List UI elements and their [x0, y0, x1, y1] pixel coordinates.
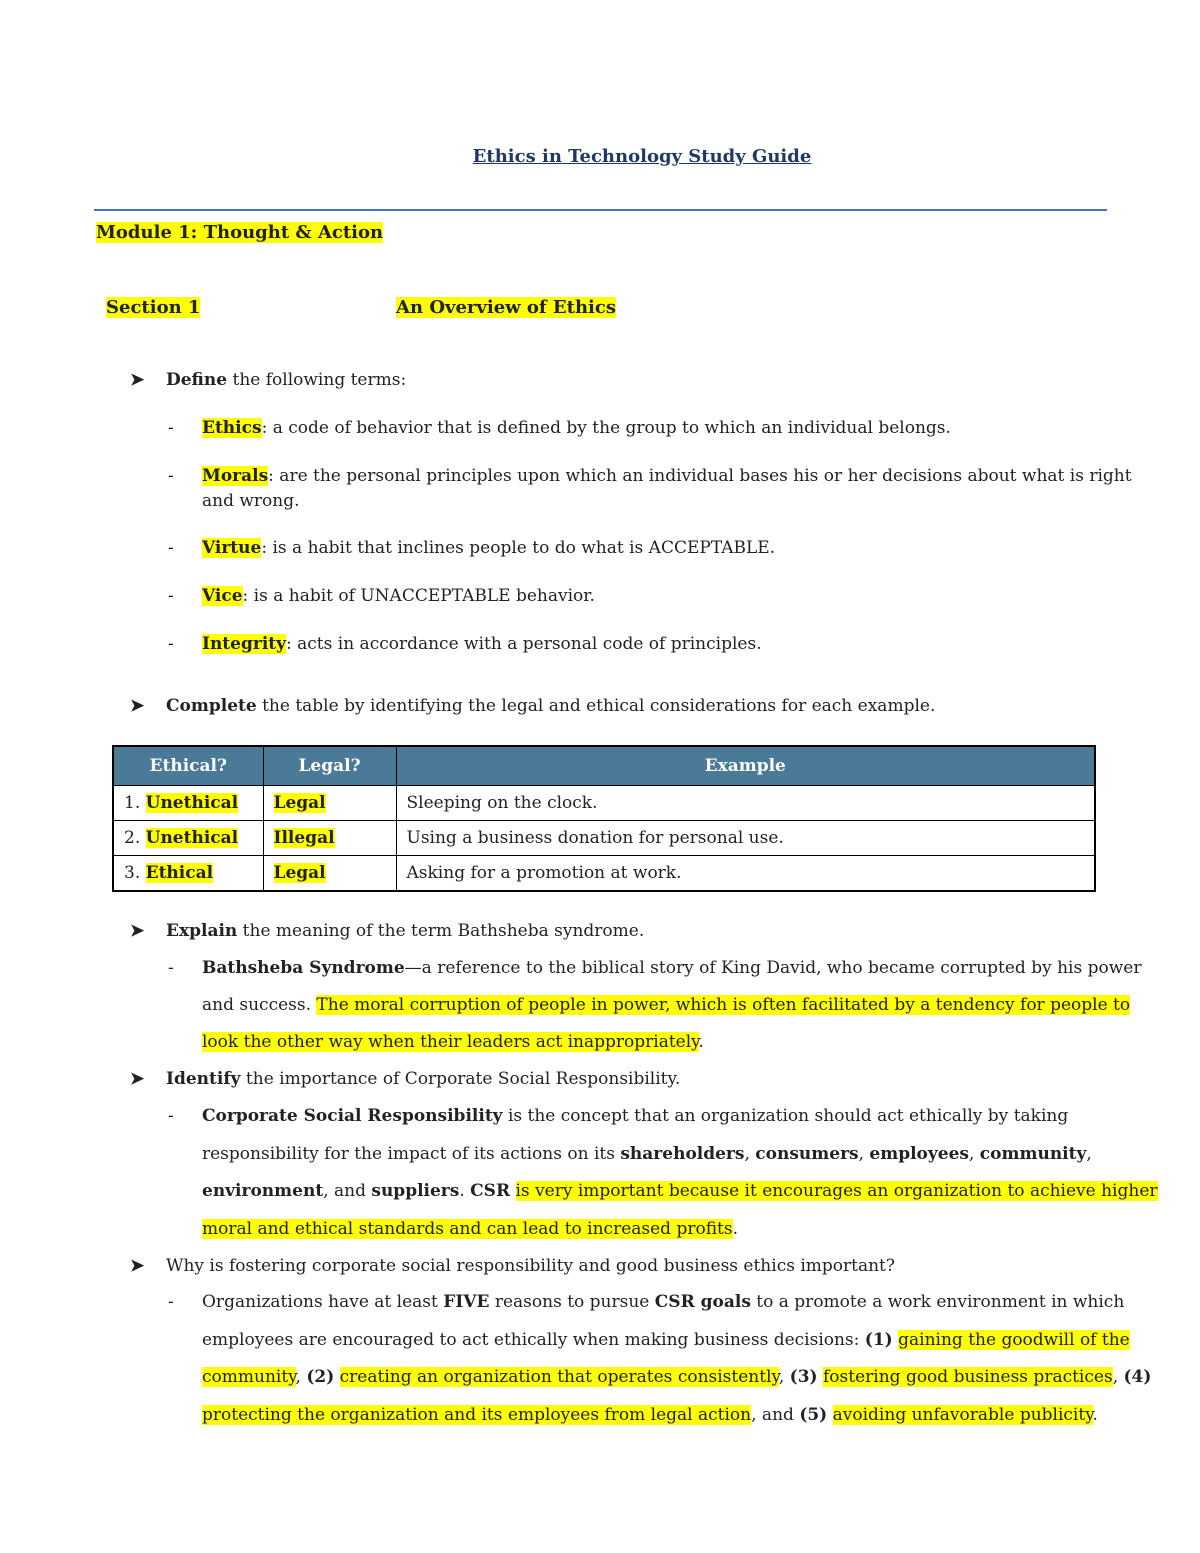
- section-label: Section 1: [106, 297, 201, 318]
- dash-bullet: -: [168, 634, 174, 654]
- identify-instruction: Identify the importance of Corporate Social Responsibility.: [166, 1069, 681, 1089]
- table-header-row: [113, 746, 1095, 786]
- arrow-bullet-icon: ➤: [130, 921, 145, 941]
- legal-cell: Legal: [263, 856, 396, 892]
- csr-line-4: moral and ethical standards and can lead to increased profits.: [202, 1219, 739, 1239]
- dash-bullet: -: [168, 1106, 174, 1126]
- ethical-cell: 2. Unethical: [113, 821, 263, 856]
- reasons-line-1: Organizations have at least FIVE reasons to pursue CSR goals to a promote a work environment in which: [202, 1292, 1125, 1312]
- example-cell: Asking for a promotion at work.: [396, 856, 1095, 892]
- arrow-bullet-icon: ➤: [130, 1256, 145, 1276]
- bathsheba-line-2: and success. The moral corruption of people in power, which is often facilitated by a tendency for people to: [202, 995, 1131, 1015]
- table-row: [113, 786, 1095, 821]
- dash-bullet: -: [168, 586, 174, 606]
- example-cell: Sleeping on the clock.: [396, 786, 1095, 821]
- module-heading: Module 1: Thought & Action: [96, 222, 384, 243]
- term-vice: Vice: is a habit of UNACCEPTABLE behavior.: [202, 586, 595, 606]
- explain-instruction: Explain the meaning of the term Bathsheba syndrome.: [166, 921, 645, 941]
- csr-line-3: environment, and suppliers. CSR is very important because it encourages an organization to achieve higher: [202, 1181, 1158, 1201]
- arrow-bullet-icon: ➤: [130, 370, 145, 390]
- dash-bullet: -: [168, 466, 174, 486]
- section-title: An Overview of Ethics: [396, 297, 616, 318]
- reasons-line-3: community, (2) creating an organization that operates consistently, (3) fostering good business practices, (4): [202, 1367, 1152, 1387]
- term-integrity: Integrity: acts in accordance with a personal code of principles.: [202, 634, 762, 654]
- header-legal: Legal?: [263, 746, 396, 786]
- table-row: [113, 856, 1095, 892]
- term-virtue: Virtue: is a habit that inclines people to do what is ACCEPTABLE.: [202, 538, 776, 558]
- reasons-line-4: protecting the organization and its employees from legal action, and (5) avoiding unfavorable publicity.: [202, 1405, 1098, 1425]
- header-ethical: Ethical?: [113, 746, 263, 786]
- arrow-bullet-icon: ➤: [130, 696, 145, 716]
- term-morals-cont: and wrong.: [202, 491, 300, 511]
- csr-line-2: responsibility for the impact of its actions on its shareholders, consumers, employees, community,: [202, 1144, 1092, 1164]
- ethical-cell: 3. Ethical: [113, 856, 263, 892]
- example-cell: Using a business donation for personal use.: [396, 821, 1095, 856]
- term-morals: Morals: are the personal principles upon which an individual bases his or her decisions about what is right: [202, 466, 1132, 486]
- dash-bullet: -: [168, 1292, 174, 1312]
- why-question: Why is fostering corporate social responsibility and good business ethics important?: [166, 1256, 896, 1276]
- page-title: Ethics in Technology Study Guide: [472, 146, 812, 167]
- bathsheba-line-1: Bathsheba Syndrome—a reference to the biblical story of King David, who became corrupted by his power: [202, 958, 1142, 978]
- term-ethics: Ethics: a code of behavior that is defined by the group to which an individual belongs.: [202, 418, 951, 438]
- header-example: Example: [396, 746, 1095, 786]
- dash-bullet: -: [168, 418, 174, 438]
- table-row: [113, 821, 1095, 856]
- csr-line-1: Corporate Social Responsibility is the concept that an organization should act ethically by taking: [202, 1106, 1069, 1126]
- bathsheba-line-3: look the other way when their leaders act inappropriately.: [202, 1032, 704, 1052]
- title-divider: [94, 209, 1107, 211]
- ethics-legal-table: [112, 745, 1096, 892]
- define-instruction: Define the following terms:: [166, 370, 407, 390]
- legal-cell: Illegal: [263, 821, 396, 856]
- dash-bullet: -: [168, 958, 174, 978]
- complete-instruction: Complete the table by identifying the legal and ethical considerations for each example.: [166, 696, 936, 716]
- legal-cell: Legal: [263, 786, 396, 821]
- reasons-line-2: employees are encouraged to act ethically when making business decisions: (1) gaining the goodwill of the: [202, 1330, 1130, 1350]
- ethical-cell: 1. Unethical: [113, 786, 263, 821]
- dash-bullet: -: [168, 538, 174, 558]
- arrow-bullet-icon: ➤: [130, 1069, 145, 1089]
